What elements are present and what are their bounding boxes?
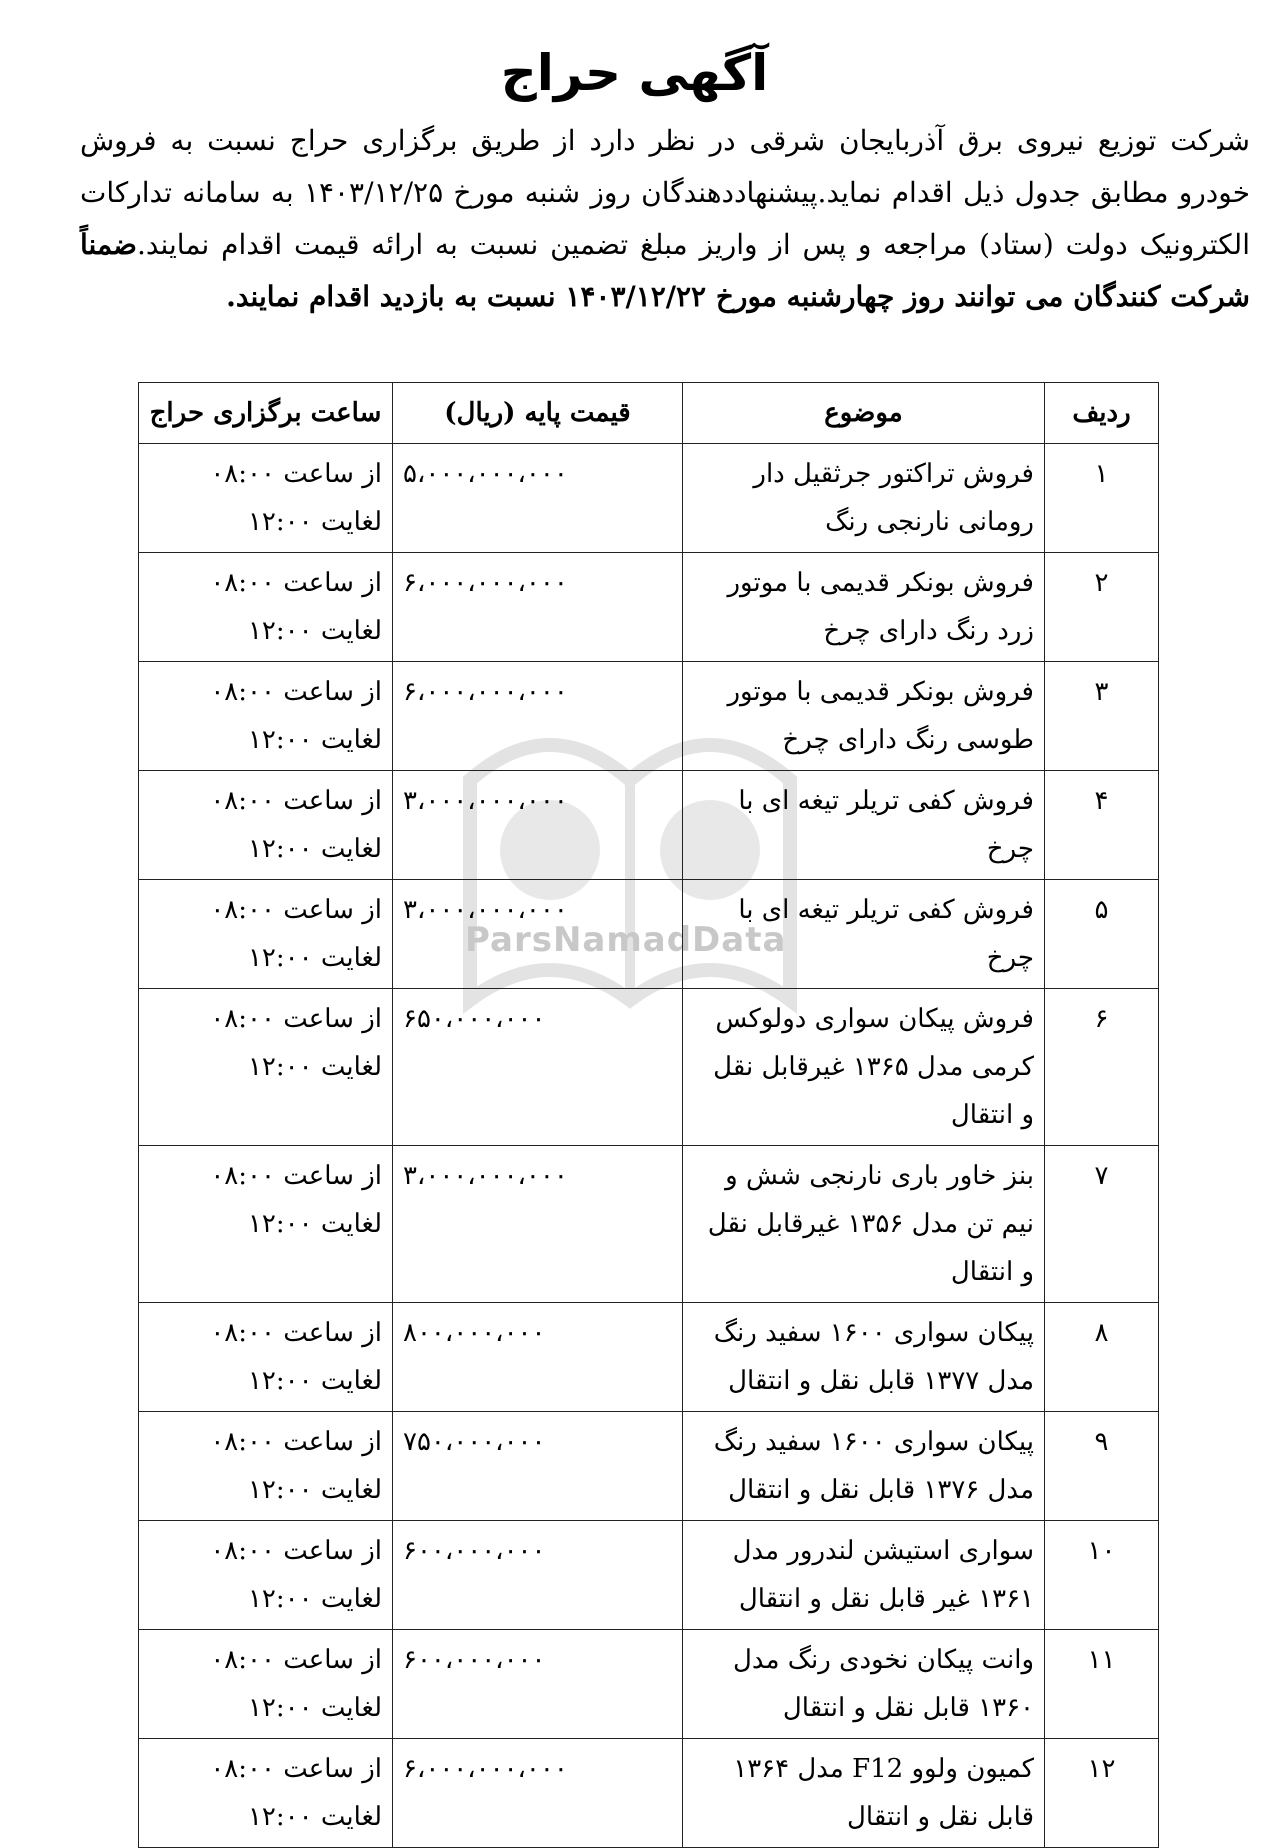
base-price-cell: ۳،۰۰۰،۰۰۰،۰۰۰ — [393, 880, 683, 989]
subject-cell: فروش تراکتور جرثقیل دار رومانی نارنجی رنگ — [683, 444, 1045, 553]
header-subject: موضوع — [683, 383, 1045, 444]
auction-time-cell — [139, 1146, 393, 1303]
subject-cell: فروش کفی تریلر تیغه ای با چرخ — [683, 880, 1045, 989]
time-from: از ساعت ۰۸:۰۰ — [210, 1427, 382, 1457]
auction-time-cell — [139, 1521, 393, 1630]
auction-time-cell — [139, 553, 393, 662]
time-to: لغایت ۱۲:۰۰ — [247, 834, 382, 864]
table-row — [139, 1146, 1159, 1303]
auction-time-cell — [139, 989, 393, 1146]
subject-cell: کمیون ولوو F12 مدل ۱۳۶۴ قابل نقل و انتقال — [683, 1739, 1045, 1848]
subject-cell: فروش بونکر قدیمی با موتور طوسی رنگ دارای چرخ — [683, 662, 1045, 771]
subject-cell: وانت پیکان نخودی رنگ مدل ۱۳۶۰ قابل نقل و انتقال — [683, 1630, 1045, 1739]
table-header-row — [139, 383, 1159, 444]
subject-cell: پیکان سواری ۱۶۰۰ سفید رنگ مدل ۱۳۷۷ قابل نقل و انتقال — [683, 1303, 1045, 1412]
subject-cell: فروش پیکان سواری دولوکس کرمی مدل ۱۳۶۵ غیرقابل نقل و انتقال — [683, 989, 1045, 1146]
row-number-cell: ۲ — [1045, 553, 1159, 662]
time-from: از ساعت ۰۸:۰۰ — [210, 568, 382, 598]
row-number-cell: ۹ — [1045, 1412, 1159, 1521]
row-number-cell: ۸ — [1045, 1303, 1159, 1412]
watermark-text: ParsNamadData — [465, 920, 787, 960]
header-base-price: قیمت پایه (ریال) — [393, 383, 683, 444]
time-from: از ساعت ۰۸:۰۰ — [210, 895, 382, 925]
table-row — [139, 880, 1159, 989]
time-to: لغایت ۱۲:۰۰ — [247, 1475, 382, 1505]
table-row — [139, 1412, 1159, 1521]
intro-bold-text: ضمناً شرکت کنندگان می توانند روز چهارشنبه مورخ ۱۴۰۳/۱۲/۲۲ نسبت به بازدید اقدام نمایند. — [80, 228, 1250, 313]
time-from: از ساعت ۰۸:۰۰ — [210, 1536, 382, 1566]
time-to: لغایت ۱۲:۰۰ — [247, 1052, 382, 1082]
base-price-cell: ۶،۰۰۰،۰۰۰،۰۰۰ — [393, 662, 683, 771]
time-from: از ساعت ۰۸:۰۰ — [210, 1754, 382, 1784]
auction-time-cell — [139, 1630, 393, 1739]
table-row — [139, 1630, 1159, 1739]
subject-cell: فروش بونکر قدیمی با موتور زرد رنگ دارای چرخ — [683, 553, 1045, 662]
table-row — [139, 1739, 1159, 1848]
time-to: لغایت ۱۲:۰۰ — [247, 1584, 382, 1614]
time-to: لغایت ۱۲:۰۰ — [247, 507, 382, 537]
auction-time-cell — [139, 1303, 393, 1412]
time-from: از ساعت ۰۸:۰۰ — [210, 1004, 382, 1034]
time-to: لغایت ۱۲:۰۰ — [247, 943, 382, 973]
row-number-cell: ۱ — [1045, 444, 1159, 553]
auction-table — [138, 382, 1159, 1848]
base-price-cell: ۳،۰۰۰،۰۰۰،۰۰۰ — [393, 771, 683, 880]
row-number-cell: ۱۰ — [1045, 1521, 1159, 1630]
subject-cell: بنز خاور باری نارنجی شش و نیم تن مدل ۱۳۵۶ غیرقابل نقل و انتقال — [683, 1146, 1045, 1303]
base-price-cell: ۶۰۰،۰۰۰،۰۰۰ — [393, 1630, 683, 1739]
subject-cell: پیکان سواری ۱۶۰۰ سفید رنگ مدل ۱۳۷۶ قابل نقل و انتقال — [683, 1412, 1045, 1521]
time-to: لغایت ۱۲:۰۰ — [247, 1693, 382, 1723]
row-number-cell: ۷ — [1045, 1146, 1159, 1303]
table-row — [139, 444, 1159, 553]
base-price-cell: ۶۵۰،۰۰۰،۰۰۰ — [393, 989, 683, 1146]
auction-time-cell — [139, 880, 393, 989]
base-price-cell: ۷۵۰،۰۰۰،۰۰۰ — [393, 1412, 683, 1521]
time-from: از ساعت ۰۸:۰۰ — [210, 1318, 382, 1348]
table-row — [139, 662, 1159, 771]
time-from: از ساعت ۰۸:۰۰ — [210, 459, 382, 489]
intro-text: شرکت توزیع نیروی برق آذربایجان شرقی در نظر دارد از طریق برگزاری حراج نسبت به فروش خودرو مطابق جدول ذیل اقدام نماید.پیشنهاددهندگان روز شنبه مورخ ۱۴۰۳/۱۲/۲۵ به سامانه تدارکات الکترونیک دولت (ستاد) مراجعه و پس از واریز مبلغ تضمین نسبت به ارائه قیمت اقدام نمایند. — [80, 124, 1251, 261]
time-to: لغایت ۱۲:۰۰ — [247, 1366, 382, 1396]
table-row — [139, 553, 1159, 662]
page-title: آگهی حراج — [500, 44, 769, 102]
row-number-cell: ۱۱ — [1045, 1630, 1159, 1739]
intro-paragraph — [80, 115, 1250, 323]
header-auction-time: ساعت برگزاری حراج — [139, 383, 393, 444]
time-from: از ساعت ۰۸:۰۰ — [210, 677, 382, 707]
auction-time-cell — [139, 662, 393, 771]
header-row-number: ردیف — [1045, 383, 1159, 444]
auction-time-cell — [139, 1412, 393, 1521]
time-from: از ساعت ۰۸:۰۰ — [210, 1645, 382, 1675]
row-number-cell: ۳ — [1045, 662, 1159, 771]
time-to: لغایت ۱۲:۰۰ — [247, 1802, 382, 1832]
time-to: لغایت ۱۲:۰۰ — [247, 1209, 382, 1239]
base-price-cell: ۶۰۰،۰۰۰،۰۰۰ — [393, 1521, 683, 1630]
row-number-cell: ۴ — [1045, 771, 1159, 880]
subject-cell: فروش کفی تریلر تیغه ای با چرخ — [683, 771, 1045, 880]
auction-time-cell — [139, 771, 393, 880]
base-price-cell: ۶،۰۰۰،۰۰۰،۰۰۰ — [393, 1739, 683, 1848]
table-row — [139, 1521, 1159, 1630]
base-price-cell: ۸۰۰،۰۰۰،۰۰۰ — [393, 1303, 683, 1412]
time-to: لغایت ۱۲:۰۰ — [247, 725, 382, 755]
base-price-cell: ۶،۰۰۰،۰۰۰،۰۰۰ — [393, 553, 683, 662]
time-to: لغایت ۱۲:۰۰ — [247, 616, 382, 646]
row-number-cell: ۵ — [1045, 880, 1159, 989]
time-from: از ساعت ۰۸:۰۰ — [210, 786, 382, 816]
table-row — [139, 771, 1159, 880]
auction-time-cell — [139, 444, 393, 553]
base-price-cell: ۳،۰۰۰،۰۰۰،۰۰۰ — [393, 1146, 683, 1303]
subject-cell: سواری استیشن لندرور مدل ۱۳۶۱ غیر قابل نقل و انتقال — [683, 1521, 1045, 1630]
row-number-cell: ۱۲ — [1045, 1739, 1159, 1848]
table-row — [139, 989, 1159, 1146]
auction-time-cell — [139, 1739, 393, 1848]
row-number-cell: ۶ — [1045, 989, 1159, 1146]
base-price-cell: ۵،۰۰۰،۰۰۰،۰۰۰ — [393, 444, 683, 553]
time-from: از ساعت ۰۸:۰۰ — [210, 1161, 382, 1191]
table-row — [139, 1303, 1159, 1412]
